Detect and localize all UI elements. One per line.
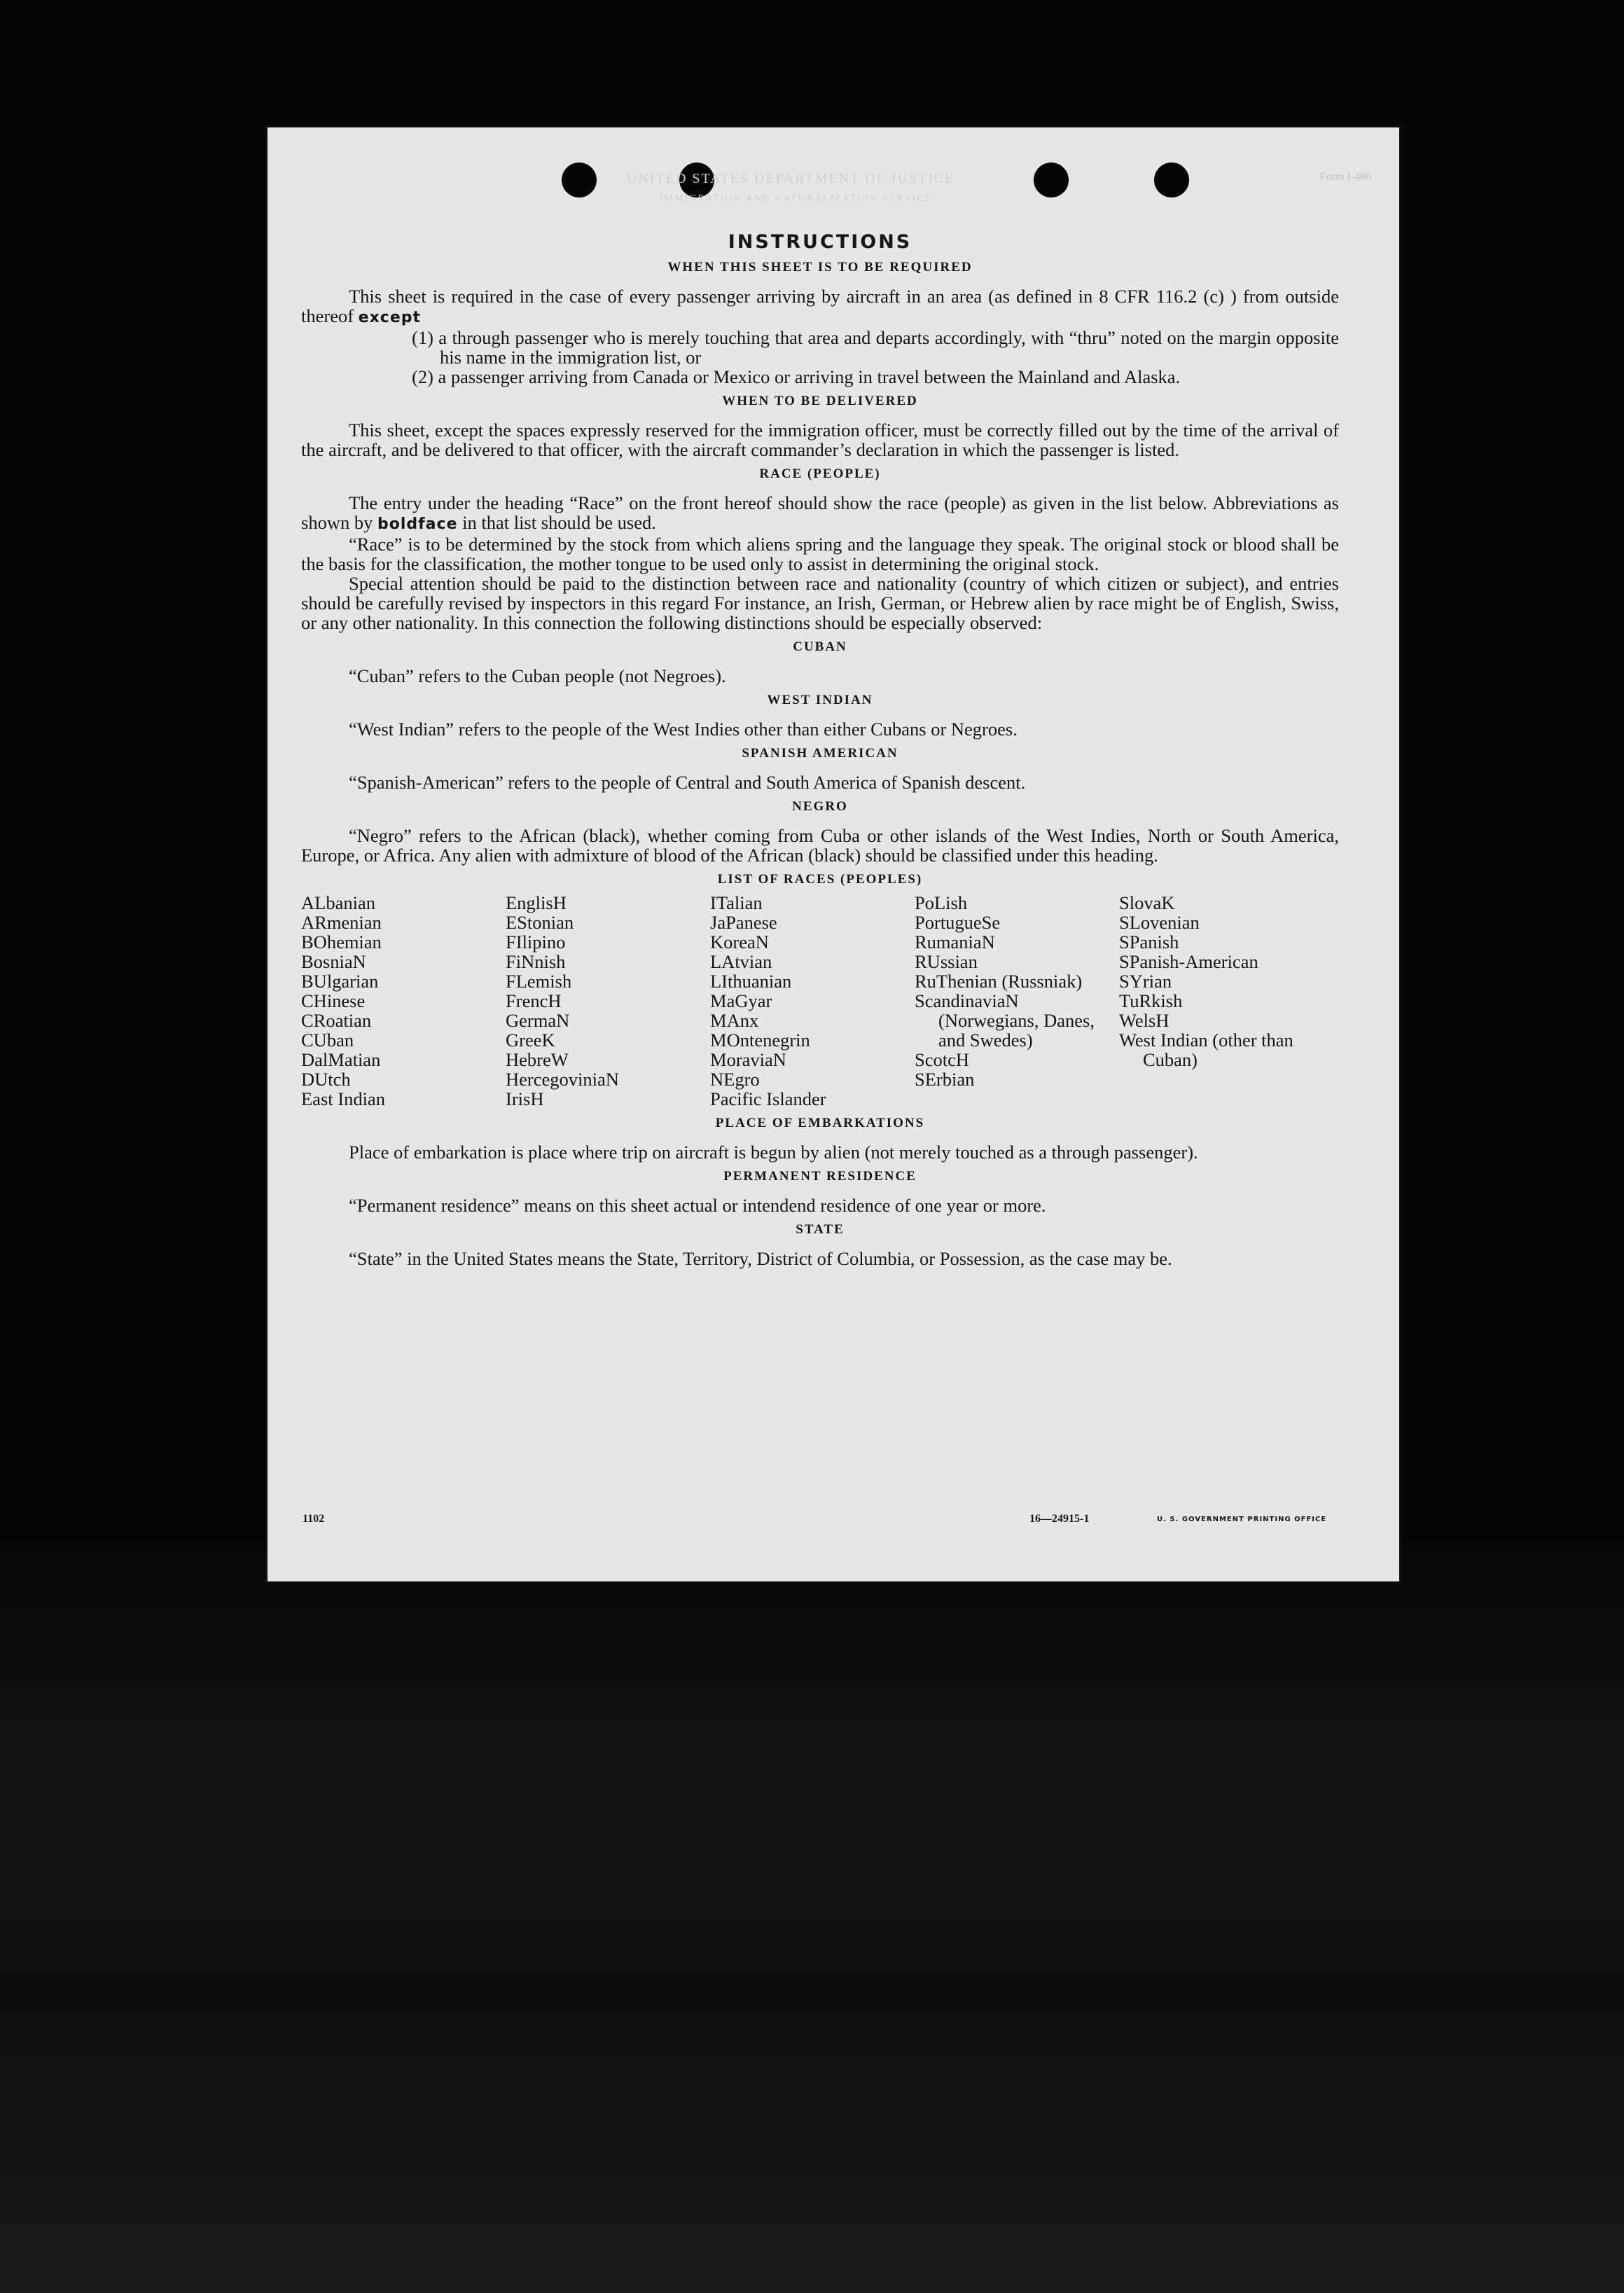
race-entry: CRoatian bbox=[301, 1010, 372, 1031]
section-heading-cuban: CUBAN bbox=[793, 639, 847, 654]
race-paragraph-2: “Race” is to be determined by the stock from which aliens spring and the language they speak. The original stock or blood shall be the basis for the classification, the mother tongue to be used only to assist in determining the original stock. bbox=[301, 534, 1339, 574]
race-entry: DUtch bbox=[301, 1069, 351, 1090]
residence-text: “Permanent residence” means on this sheet actual or intendend residence of one year or more. bbox=[349, 1195, 1046, 1216]
races-column bbox=[915, 893, 1119, 1109]
embarkation-text: Place of embarkation is place where trip on aircraft is begun by alien (not merely touched as a through passenger). bbox=[349, 1142, 1198, 1163]
race-entry: LIthuanian bbox=[710, 971, 792, 992]
section-heading-race: RACE (PEOPLE) bbox=[759, 466, 881, 481]
punch-hole bbox=[562, 162, 597, 198]
races-column bbox=[301, 893, 506, 1109]
section-heading-races-list: LIST OF RACES (PEOPLES) bbox=[717, 872, 923, 887]
bleed-through-agency: UNITED STATES DEPARTMENT OF JUSTICE bbox=[627, 171, 955, 186]
section-heading-delivered: WHEN TO BE DELIVERED bbox=[722, 394, 918, 408]
race-entry: RUssian bbox=[915, 951, 978, 972]
race-entry: East Indian bbox=[301, 1088, 385, 1109]
race-entry: MaGyar bbox=[710, 990, 772, 1011]
print-code: 16—24915-1 bbox=[1029, 1513, 1090, 1525]
race-entry: ITalian bbox=[710, 892, 763, 913]
race-entry: NEgro bbox=[710, 1069, 760, 1090]
document-sheet bbox=[268, 127, 1399, 1581]
race-entry: GreeK bbox=[506, 1030, 555, 1051]
race-entry: JaPanese bbox=[710, 912, 777, 933]
race-entry: TuRkish bbox=[1119, 990, 1183, 1011]
race-entry: BUlgarian bbox=[301, 971, 379, 992]
races-column bbox=[710, 893, 915, 1109]
race-entry: FIlipino bbox=[506, 931, 566, 952]
race-entry: SPanish bbox=[1119, 931, 1179, 952]
race-entry: ALbanian bbox=[301, 892, 375, 913]
required-item-1: (1) a through passenger who is merely touching that area and departs accordingly, with “thru” noted on the margin opposite his name in the immigration list, or bbox=[412, 327, 1339, 368]
spanish-american-text: “Spanish-American” refers to the people of Central and South America of Spanish descent. bbox=[349, 772, 1026, 793]
form-number: Form I-466 bbox=[1319, 171, 1371, 183]
bleed-through-service: IMMIGRATION AND NATURALIZATION SERVICE bbox=[660, 193, 933, 204]
race-entry: FiNnish bbox=[506, 951, 566, 972]
race-entry: KoreaN bbox=[710, 931, 769, 952]
race-entry: RuThenian (Russniak) bbox=[915, 971, 1083, 992]
race-paragraph-1: The entry under the heading “Race” on the front hereof should show the race (people) as given in the list below. Abbreviations as shown by boldface in that list should be used. bbox=[301, 492, 1339, 533]
film-background bbox=[0, 1541, 1624, 2293]
state-text: “State” in the United States means the State, Territory, District of Columbia, or Possession, as the case may be. bbox=[349, 1248, 1172, 1269]
delivered-text: This sheet, except the spaces expressly reserved for the immigration officer, must be correctly filled out by the time of the arrival of the aircraft, and be delivered to that officer, with the aircraft commander’s declaration in which the passenger is listed. bbox=[301, 420, 1339, 460]
races-column bbox=[506, 893, 710, 1109]
race-entry: GermaN bbox=[506, 1010, 570, 1031]
race-entry: EStonian bbox=[506, 912, 574, 933]
except-word: except bbox=[358, 309, 422, 326]
section-heading-embarkation: PLACE OF EMBARKATIONS bbox=[715, 1116, 925, 1130]
race-entry: RumaniaN bbox=[915, 931, 995, 952]
race-entry: West Indian (other than Cuban) bbox=[1119, 1030, 1293, 1070]
race-entry: SlovaK bbox=[1119, 892, 1175, 913]
page-footer bbox=[301, 1513, 1339, 1534]
race-entry: SErbian bbox=[915, 1069, 975, 1090]
race-entry: CUban bbox=[301, 1030, 354, 1051]
punch-hole bbox=[1034, 162, 1069, 198]
race-entry: SPanish-American bbox=[1119, 951, 1258, 972]
races-list bbox=[301, 893, 1339, 1109]
race-entry: ARmenian bbox=[301, 912, 382, 933]
race-entry: WelsH bbox=[1119, 1010, 1170, 1031]
race-entry: LAtvian bbox=[710, 951, 772, 972]
race-entry: PortugueSe bbox=[915, 912, 1001, 933]
negro-text: “Negro” refers to the African (black), whether coming from Cuba or other islands of the West Indies, North or South America, Europe, or Africa. Any alien with admixture of blood of the African (black) should be classified under this heading. bbox=[301, 825, 1339, 866]
section-heading-required: WHEN THIS SHEET IS TO BE REQUIRED bbox=[667, 260, 973, 275]
race-entry: MoraviaN bbox=[710, 1049, 786, 1070]
races-column bbox=[1119, 893, 1329, 1109]
race-entry: ScandinaviaN (Norwegians, Danes, and Swedes) bbox=[915, 990, 1095, 1051]
race-entry: CHinese bbox=[301, 990, 366, 1011]
race-entry: ScotcH bbox=[915, 1049, 970, 1070]
race-entry: HercegoviniaN bbox=[506, 1069, 619, 1090]
instructions-content bbox=[301, 231, 1339, 1268]
punch-hole bbox=[1154, 162, 1189, 198]
race-entry: MOntenegrin bbox=[710, 1030, 810, 1051]
section-heading-state: STATE bbox=[796, 1222, 845, 1237]
race-entry: EnglisH bbox=[506, 892, 567, 913]
race-entry: HebreW bbox=[506, 1049, 569, 1070]
race-entry: SLovenian bbox=[1119, 912, 1200, 933]
race-entry: PoLish bbox=[915, 892, 968, 913]
required-intro: This sheet is required in the case of every passenger arriving by aircraft in an area (as defined in 8 CFR 116.2 (c) ) from outside thereof except bbox=[301, 286, 1339, 326]
cuban-text: “Cuban” refers to the Cuban people (not Negroes). bbox=[349, 665, 726, 686]
boldface-word: boldface bbox=[377, 515, 458, 533]
race-entry: FrencH bbox=[506, 990, 562, 1011]
section-heading-west-indian: WEST INDIAN bbox=[767, 693, 873, 707]
race-entry: FLemish bbox=[506, 971, 572, 992]
race-entry: DalMatian bbox=[301, 1049, 381, 1070]
race-entry: BOhemian bbox=[301, 931, 382, 952]
race-entry: IrisH bbox=[506, 1088, 544, 1109]
west-indian-text: “West Indian” refers to the people of the West Indies other than either Cubans or Negroes. bbox=[349, 719, 1018, 740]
race-entry: SYrian bbox=[1119, 971, 1172, 992]
printer-credit: U. S. GOVERNMENT PRINTING OFFICE bbox=[1157, 1516, 1327, 1523]
race-paragraph-3: Special attention should be paid to the distinction between race and nationality (country of which citizen or subject), and entries should be carefully revised by inspectors in this regard For instance, an Irish, German, or Hebrew alien by race might be of English, Swiss, or any other nationality. In this connection the following distinctions should be especially observed: bbox=[301, 573, 1339, 633]
race-entry: MAnx bbox=[710, 1010, 759, 1031]
section-heading-negro: NEGRO bbox=[792, 799, 848, 814]
race-entry: BosniaN bbox=[301, 951, 366, 972]
page-title: INSTRUCTIONS bbox=[728, 231, 912, 253]
form-code: 1102 bbox=[303, 1513, 325, 1525]
race-entry: Pacific Islander bbox=[710, 1088, 826, 1109]
section-heading-spanish-american: SPANISH AMERICAN bbox=[742, 746, 898, 761]
required-item-2: (2) a passenger arriving from Canada or Mexico or arriving in travel between the Mainland and Alaska. bbox=[412, 366, 1181, 387]
section-heading-residence: PERMANENT RESIDENCE bbox=[723, 1169, 917, 1184]
